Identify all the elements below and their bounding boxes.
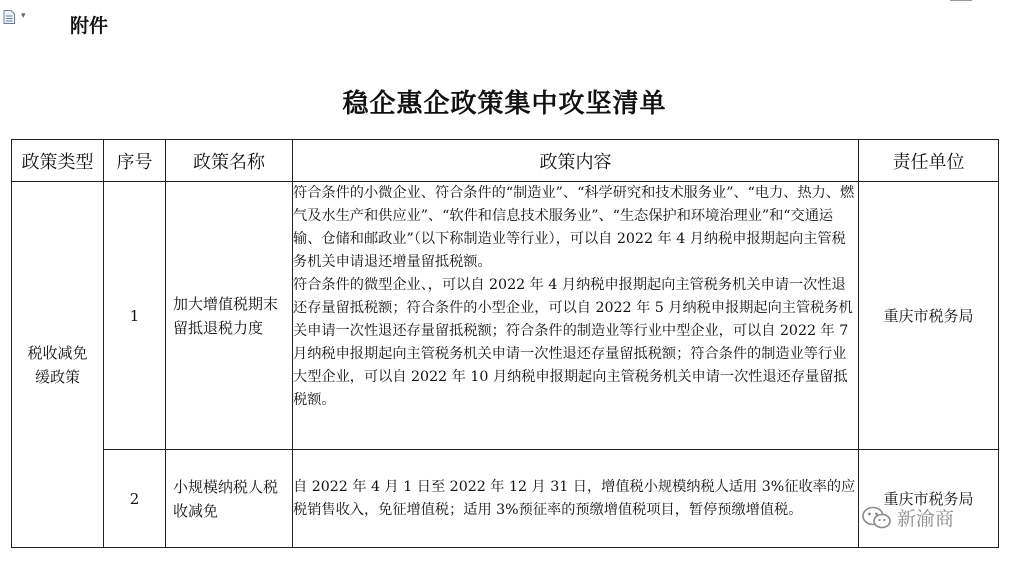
table-header-row bbox=[12, 140, 999, 182]
table-row bbox=[12, 450, 999, 548]
chevron-down-icon[interactable]: ▾ bbox=[21, 11, 26, 21]
row-no: 2 bbox=[104, 450, 166, 548]
attachment-label: 附件 bbox=[70, 15, 109, 37]
watermark bbox=[862, 504, 954, 531]
policy-type-cell bbox=[12, 182, 104, 548]
responsible-unit: 重庆市税务局 bbox=[859, 450, 999, 548]
header-content: 政策内容 bbox=[293, 140, 859, 182]
policy-content-paragraph: 符合条件的小微企业、符合条件的“制造业”、“科学研究和技术服务业”、“电力、热力、燃气及水生产和供应业”、“软件和信息技术服务业”、“生态保护和环境治理业”和“交通运输、仓储和邮政业”（以下称制造业等行业），可以自 2022 年 4 月纳税申报期起向主管税务机关申请退还增量留抵税额。 bbox=[293, 185, 855, 270]
header-no: 序号 bbox=[104, 140, 166, 182]
policy-content-paragraph: 符合条件的微型企业、，可以自 2022 年 4 月纳税申报期起向主管税务机关申请一次性退还存量留抵税额；符合条件的小型企业，可以自 2022 年 5 月纳税申报期起向主管税务机关申请一次性退还存量留抵税额；符合条件的制造业等行业中型企业，可以自 2022 年 7 月纳税申报期起向主管税务机关申请一次性退还存量留抵税额；符合条件的制造业等行业大型企业，可以自 2022 年 10 月纳税申报期起向主管税务机关申请一次性退还存量留抵税额。 bbox=[293, 277, 853, 408]
wechat-icon bbox=[862, 506, 892, 530]
table-row bbox=[12, 182, 999, 450]
header-name: 政策名称 bbox=[166, 140, 293, 182]
policy-content-paragraph: 自 2022 年 4 月 1 日至 2022 年 12 月 31 日，增值税小规模纳税人适用 3%征收率的应税销售收入，免征增值税；适用 3%预征率的预缴增值税项目，暂停预缴增值税。 bbox=[293, 478, 856, 518]
policy-content-cell bbox=[293, 182, 859, 450]
header-unit: 责任单位 bbox=[859, 140, 999, 182]
ruler-mark bbox=[950, 0, 972, 1]
policy-content-cell bbox=[293, 450, 859, 548]
responsible-unit: 重庆市税务局 bbox=[859, 182, 999, 450]
policy-name-cell bbox=[166, 182, 293, 450]
watermark-text: 新渝商 bbox=[897, 508, 955, 530]
row-no: 1 bbox=[104, 182, 166, 450]
policy-name: 小规模纳税人税收减免 bbox=[173, 477, 279, 520]
document-icon[interactable] bbox=[3, 10, 15, 24]
page-title: 稳企惠企政策集中攻坚清单 bbox=[342, 89, 667, 119]
policy-type-text: 税收减免缓政策 bbox=[27, 343, 88, 386]
policy-table bbox=[11, 139, 999, 548]
policy-name-cell bbox=[166, 450, 293, 548]
header-type: 政策类型 bbox=[12, 140, 104, 182]
policy-name: 加大增值税期末留抵退税力度 bbox=[173, 294, 279, 337]
